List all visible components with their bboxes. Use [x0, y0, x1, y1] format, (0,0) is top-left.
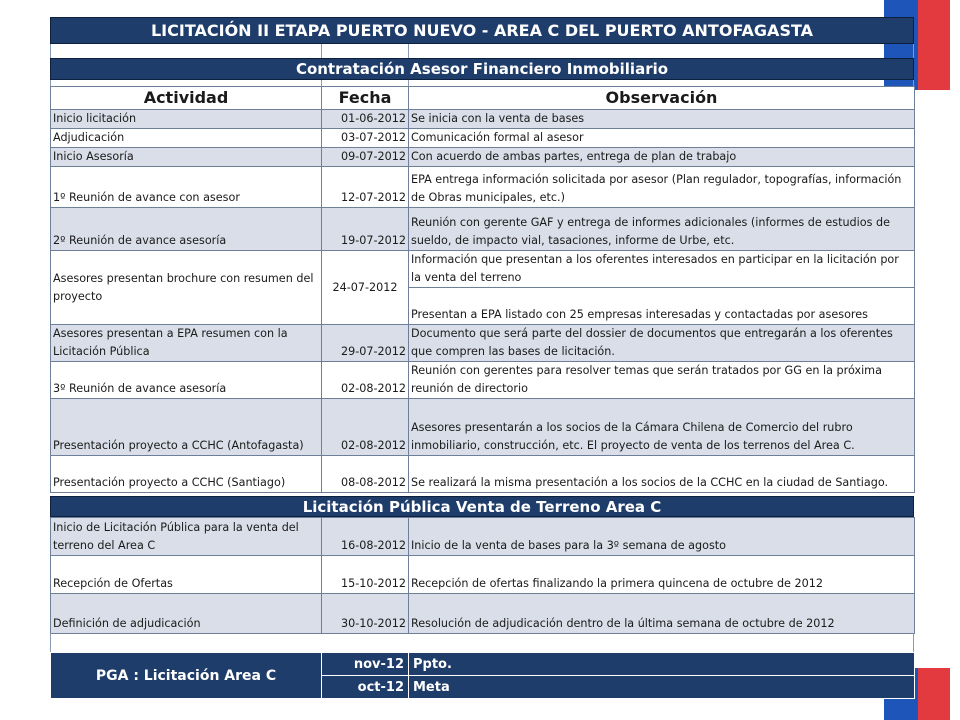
header-actividad: Actividad	[51, 87, 322, 110]
table-row: Asesores presentan a EPA resumen con la Licitación Pública 29-07-2012 Documento que será parte del dossier de documentos que entregarán a los oferentes que compren las bases de licitación.	[51, 325, 915, 362]
table-row: Inicio de Licitación Pública para la venta del terreno del Area C 16-08-2012 Inicio de la venta de bases para la 3º semana de agosto	[51, 518, 915, 556]
pga-summary	[50, 652, 915, 699]
pga-label: PGA : Licitación Area C	[51, 653, 322, 699]
section-title-asesor: Contratación Asesor Financiero Inmobiliario	[50, 58, 914, 80]
section-title-licitacion: Licitación Pública Venta de Terreno Area C	[50, 496, 914, 517]
table-row: Adjudicación 03-07-2012 Comunicación formal al asesor	[51, 129, 915, 148]
pga-goal-date: oct-12	[322, 676, 409, 699]
pga-budget-date: nov-12	[322, 653, 409, 676]
table-row: Presentan a EPA listado con 25 empresas interesadas y contactadas por asesores	[51, 288, 915, 325]
page-title: LICITACIÓN II ETAPA PUERTO NUEVO - AREA C DEL PUERTO ANTOFAGASTA	[50, 17, 914, 44]
table-row: Inicio licitación 01-06-2012 Se inicia con la venta de bases	[51, 110, 915, 129]
table-row: 1º Reunión de avance con asesor 12-07-2012 EPA entrega información solicitada por asesor (Plan regulador, topografías, información de Obras municipales, etc.)	[51, 167, 915, 208]
pga-goal-label: Meta	[409, 676, 915, 699]
table-row: Asesores presentan brochure con resumen del proyecto 24-07-2012 Información que presentan a los oferentes interesados en participar en la licitación por la venta del terreno	[51, 251, 915, 288]
table-row: 2º Reunión de avance asesoría 19-07-2012 Reunión con gerente GAF y entrega de informes adicionales (informes de estudios de sueldo, de impacto vial, tasaciones, informe de Urbe, etc.	[51, 208, 915, 251]
header-observacion: Observación	[409, 87, 915, 110]
decor-red-bar-bottom	[918, 668, 950, 720]
table-row: Definición de adjudicación 30-10-2012 Resolución de adjudicación dentro de la última semana de octubre de 2012	[51, 594, 915, 634]
schedule-table-licitacion	[50, 517, 915, 634]
table-row: 3º Reunión de avance asesoría 02-08-2012 Reunión con gerentes para resolver temas que serán tratados por GG en la próxima reunión de directorio	[51, 362, 915, 399]
schedule-table-asesor	[50, 86, 915, 493]
pga-budget-label: Ppto.	[409, 653, 915, 676]
header-fecha: Fecha	[322, 87, 409, 110]
table-row: Presentación proyecto a CCHC (Santiago) 08-08-2012 Se realizará la misma presentación a los socios de la CCHC en la ciudad de Santiago.	[51, 456, 915, 493]
table-row: Inicio Asesoría 09-07-2012 Con acuerdo de ambas partes, entrega de plan de trabajo	[51, 148, 915, 167]
table-row: Recepción de Ofertas 15-10-2012 Recepción de ofertas finalizando la primera quincena de octubre de 2012	[51, 556, 915, 594]
decor-red-bar	[918, 0, 950, 90]
table-row: Presentación proyecto a CCHC (Antofagasta) 02-08-2012 Asesores presentarán a los socios de la Cámara Chilena de Comercio del rubro inmobiliario, construcción, etc. El proyecto de venta de los terrenos del Area C.	[51, 399, 915, 456]
